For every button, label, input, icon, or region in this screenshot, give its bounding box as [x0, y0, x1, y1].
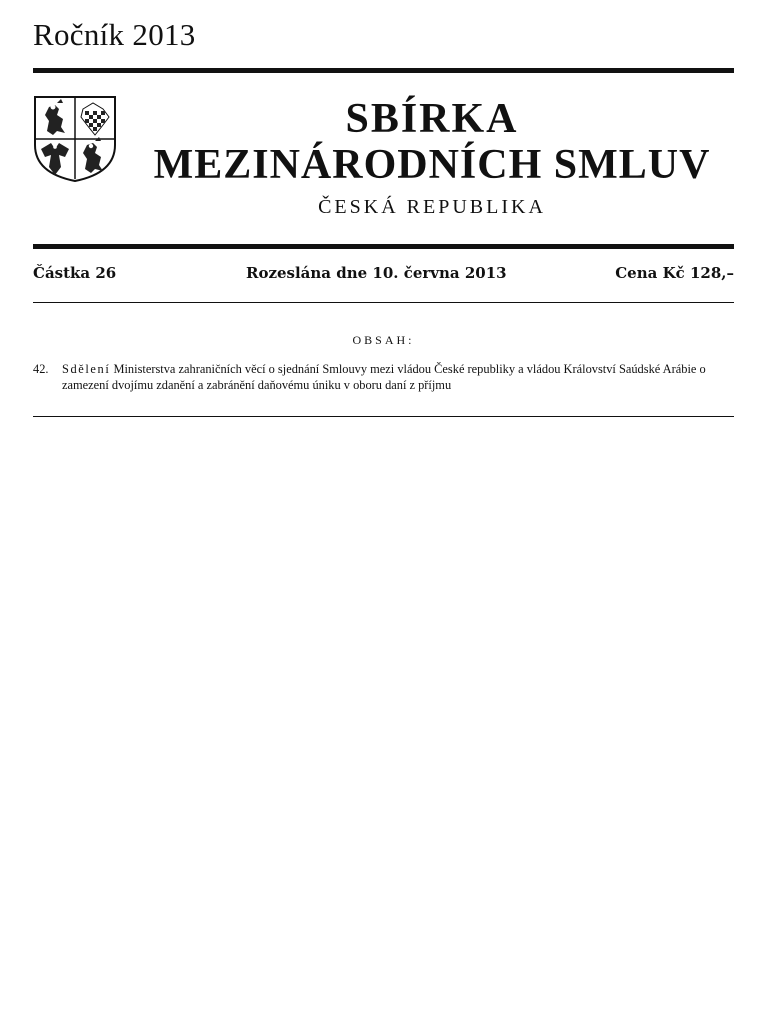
contents-entry	[33, 361, 734, 393]
issue-meta	[33, 264, 734, 288]
masthead-subtitle: ČESKÁ REPUBLIKA	[318, 196, 546, 218]
volume-label: Ročník 2013	[33, 17, 196, 52]
issue-part: Částka 26	[33, 264, 117, 282]
meta-rule	[33, 302, 734, 303]
issue-price: Cena Kč 128,–	[615, 264, 734, 282]
title-line-2: MEZINÁRODNÍCH SMLUV	[153, 142, 711, 188]
top-rule	[33, 68, 734, 73]
title-line-1: SBÍRKA	[345, 96, 519, 142]
masthead-rule	[33, 244, 734, 249]
contents-rule	[33, 416, 734, 417]
contents-heading: OBSAH:	[352, 333, 415, 347]
masthead-title	[130, 96, 734, 188]
issue-distributed-date: Rozeslána dne 10. června 2013	[246, 264, 507, 282]
czech-coat-of-arms-icon	[33, 95, 117, 183]
entry-number: 42.	[33, 362, 49, 376]
entry-lead: Sdělení	[62, 362, 111, 376]
entry-body: Ministerstva zahraničních věcí o sjednání Smlouvy mezi vládou České republiky a vládou Království Saúdské Arábie o zamezení dvojímu zdanění a zabránění daňovému úniku v oboru daní z příjmu	[62, 362, 706, 392]
entry-text	[62, 361, 734, 393]
